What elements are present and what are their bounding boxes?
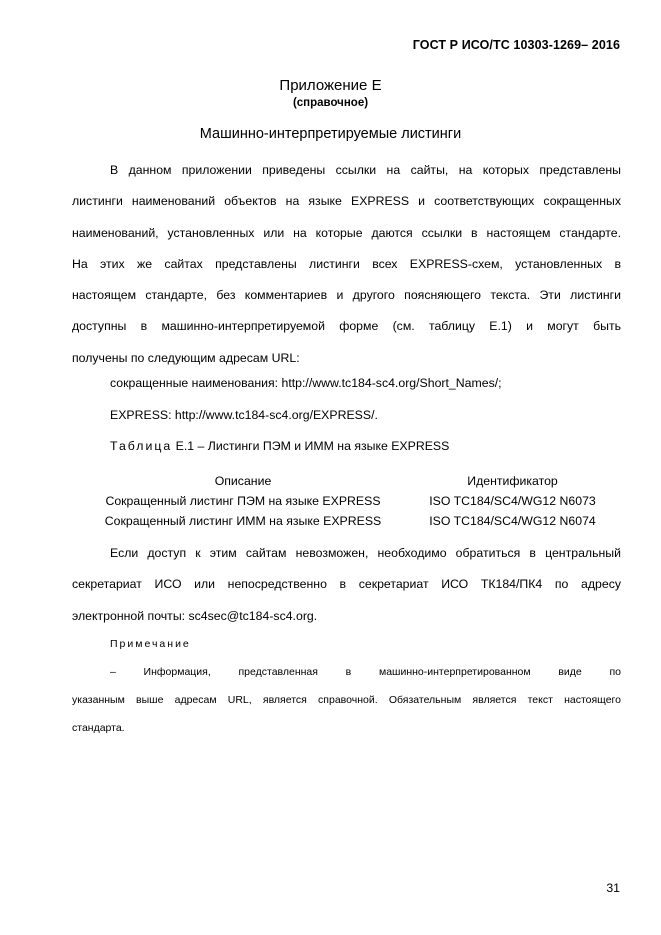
appendix-title: Приложение Е bbox=[279, 77, 382, 94]
paragraph-line: наименований, установленных или на которые даются ссылки в настоящем стандарте. bbox=[72, 225, 621, 240]
paragraph-line: получены по следующим адресам URL: bbox=[72, 350, 300, 365]
paragraph-line: листинги наименований объектов на языке EXPRESS и соответствующих сокращенных bbox=[72, 194, 621, 209]
table-caption-text: Е.1 – Листинги ПЭМ и ИММ на языке EXPRESS bbox=[172, 439, 450, 453]
paragraph-line: Если доступ к этим сайтам невозможен, необходимо обратиться в центральный bbox=[110, 546, 621, 560]
column-header-description: Описание bbox=[214, 474, 272, 488]
table-cell: ISO TC184/SC4/WG12 N6074 bbox=[429, 514, 596, 528]
paragraph-line: В данном приложении приведены ссылки на сайты, на которых представлены bbox=[110, 163, 621, 177]
listings-table bbox=[82, 471, 621, 531]
table-row bbox=[82, 511, 621, 531]
column-header-identifier: Идентификатор bbox=[467, 474, 558, 488]
note-text: – Информация, представленная в машинно-интерпретированном виде по bbox=[110, 666, 621, 678]
table-header-row bbox=[82, 471, 621, 491]
note-line: указанным выше адресам URL, является справочной. Обязательным является текст настоящего bbox=[72, 694, 621, 706]
note-line: стандарта. bbox=[72, 722, 125, 734]
paragraph-intro bbox=[72, 155, 621, 374]
note-label: Примечание bbox=[110, 638, 191, 650]
table-row bbox=[82, 491, 621, 511]
url-express: EXPRESS: http://www.tc184-sc4.org/EXPRESS/. bbox=[110, 408, 378, 422]
paragraph-line: секретариат ИСО или непосредственно в секретариат ИСО ТК184/ПК4 по адресу bbox=[72, 577, 621, 592]
paragraph-contact bbox=[72, 538, 621, 632]
paragraph-line: настоящем стандарте, без комментариев и другого поясняющего текста. Эти листинги bbox=[72, 288, 621, 303]
table-caption bbox=[110, 439, 449, 453]
standard-header: ГОСТ Р ИСО/ТС 10303-1269– 2016 bbox=[412, 38, 620, 52]
note bbox=[72, 630, 621, 742]
table-cell: Сокращенный листинг ИММ на языке EXPRESS bbox=[104, 514, 382, 528]
table-cell: ISO TC184/SC4/WG12 N6073 bbox=[429, 494, 596, 508]
paragraph-line: электронной почты: sc4sec@tc184-sc4.org. bbox=[72, 608, 318, 623]
note-line bbox=[72, 630, 621, 686]
section-title: Машинно-интерпретируемые листинги bbox=[199, 126, 462, 142]
table-cell: Сокращенный листинг ПЭМ на языке EXPRESS bbox=[105, 494, 381, 508]
appendix-subtitle: (справочное) bbox=[292, 97, 369, 109]
paragraph-line: доступны в машинно-интерпретируемой форме (см. таблицу Е.1) и могут быть bbox=[72, 319, 621, 334]
url-short-names: сокращенные наименования: http://www.tc184-sc4.org/Short_Names/; bbox=[110, 376, 502, 390]
page-number: 31 bbox=[606, 881, 620, 895]
paragraph-line: На этих же сайтах представлены листинги всех EXPRESS-схем, установленных в bbox=[72, 256, 621, 271]
table-caption-label: Таблица bbox=[110, 439, 173, 453]
